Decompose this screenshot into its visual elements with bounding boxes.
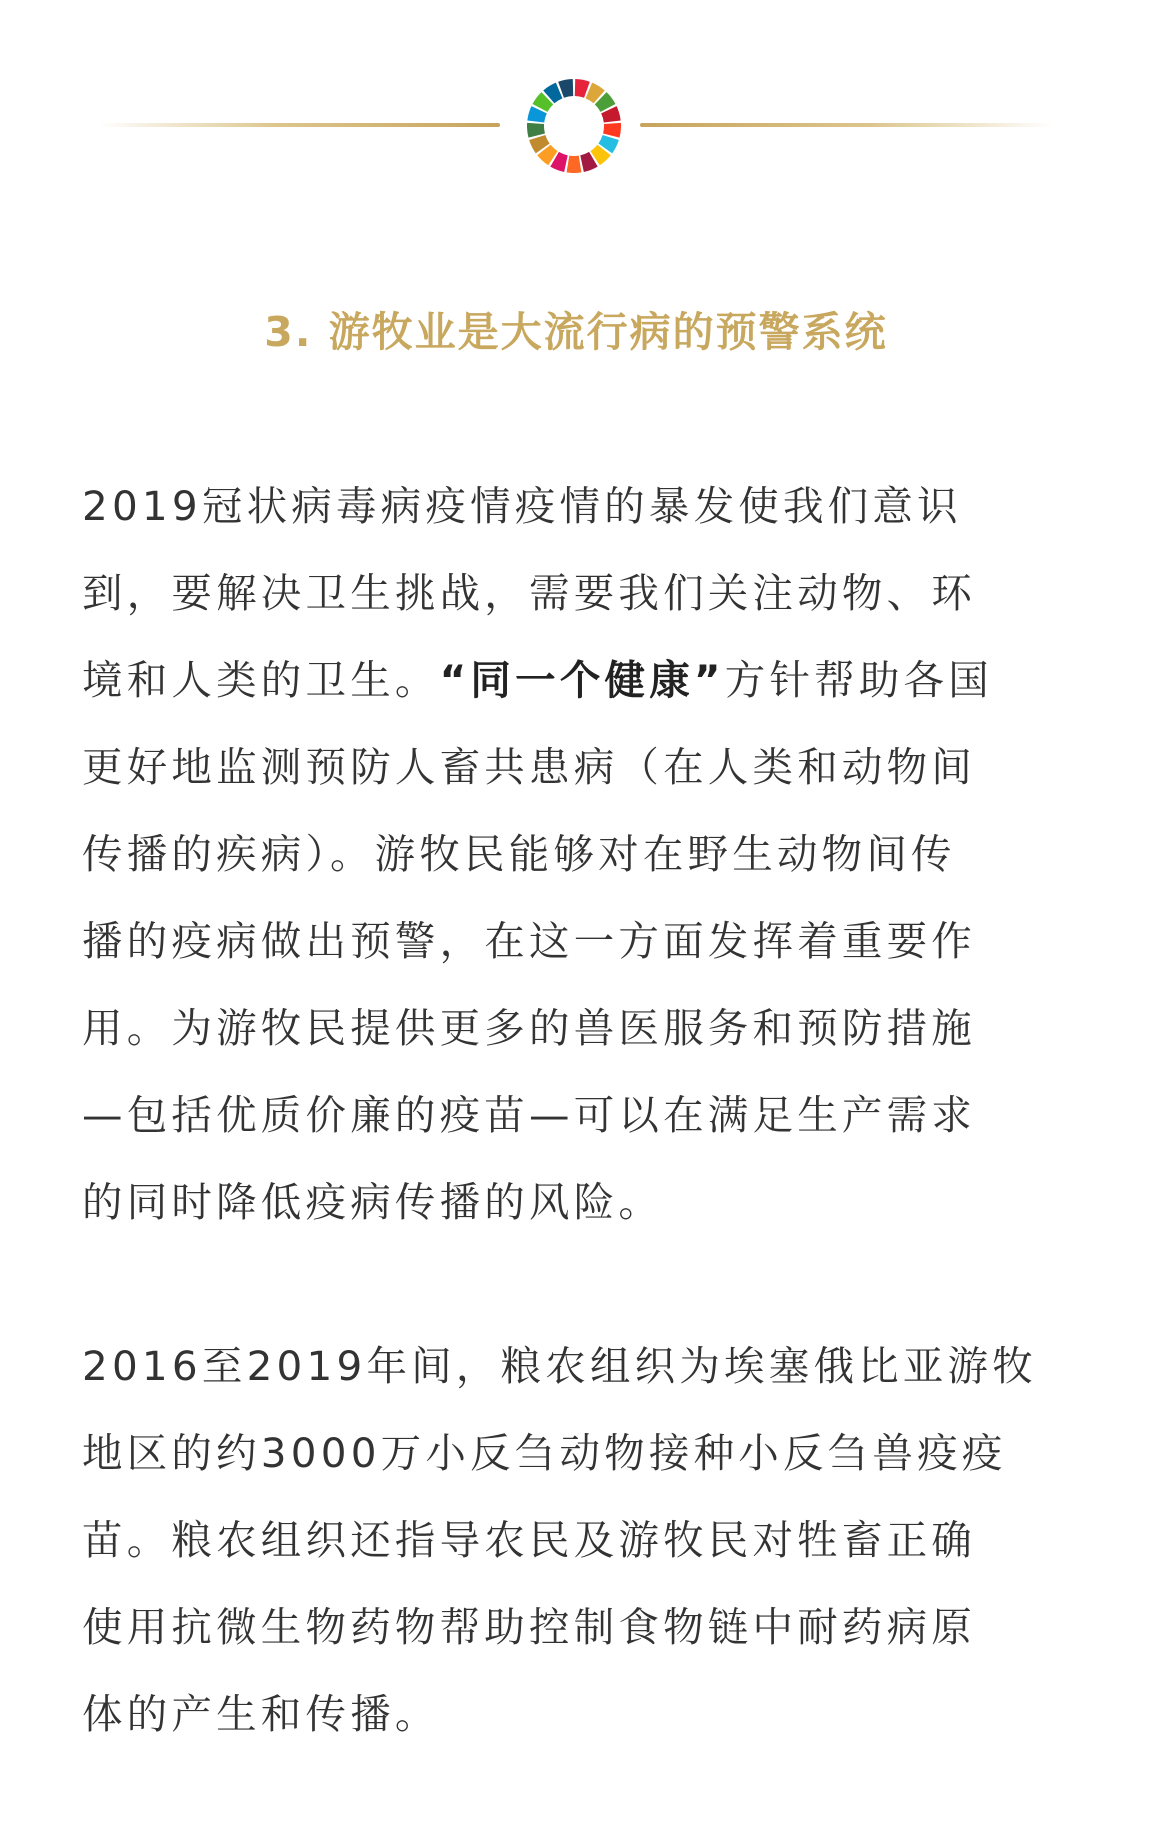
paragraph-line: 传播的疾病）。游牧民能够对在野生动物间传 [82, 830, 956, 878]
sdg-wheel-segment [567, 156, 582, 173]
paragraph-line: 地区的约3000万小反刍动物接种小反刍兽疫疫 [82, 1429, 1007, 1477]
paragraph-line: 2019冠状病毒病疫情疫情的暴发使我们意识 [82, 482, 962, 530]
paragraph-line [82, 637, 1072, 724]
paragraph-line: —包括优质价廉的疫苗—可以在满足生产需求 [82, 1091, 976, 1139]
paragraph-line: 播的疫病做出预警，在这一方面发挥着重要作 [82, 917, 976, 965]
one-health-emphasis: “同一个健康” [439, 656, 725, 704]
paragraph-line: 2016至2019年间，粮农组织为埃塞俄比亚游牧 [82, 1342, 1037, 1390]
paragraph-one-health [82, 463, 1072, 1246]
paragraph-line: 到，要解决卫生挑战，需要我们关注动物、环 [82, 569, 976, 617]
sdg-color-wheel-icon [524, 76, 624, 176]
paragraph-line: 用。为游牧民提供更多的兽医服务和预防措施 [82, 1004, 976, 1052]
paragraph-text: 境和人类的卫生。 [82, 656, 440, 704]
left-gold-divider-line [98, 123, 500, 127]
sdg-wheel-segment [603, 123, 621, 138]
header-divider [0, 70, 1152, 180]
paragraph-line: 苗。粮农组织还指导农民及游牧民对牲畜正确 [82, 1516, 976, 1564]
paragraph-line: 更好地监测预防人畜共患病（在人类和动物间 [82, 743, 976, 791]
paragraph-line: 使用抗微生物药物帮助控制食物链中耐药病原 [82, 1603, 976, 1651]
paragraph-line: 的同时降低疫病传播的风险。 [82, 1178, 664, 1226]
paragraph-line: 体的产生和传播。 [82, 1690, 440, 1738]
sdg-wheel-segment [527, 123, 545, 138]
paragraph-text: 方针帮助各国 [724, 656, 993, 704]
paragraph-fao-ethiopia [82, 1323, 1072, 1758]
section-title: 3. 游牧业是大流行病的预警系统 [264, 308, 888, 356]
right-gold-divider-line [640, 123, 1054, 127]
